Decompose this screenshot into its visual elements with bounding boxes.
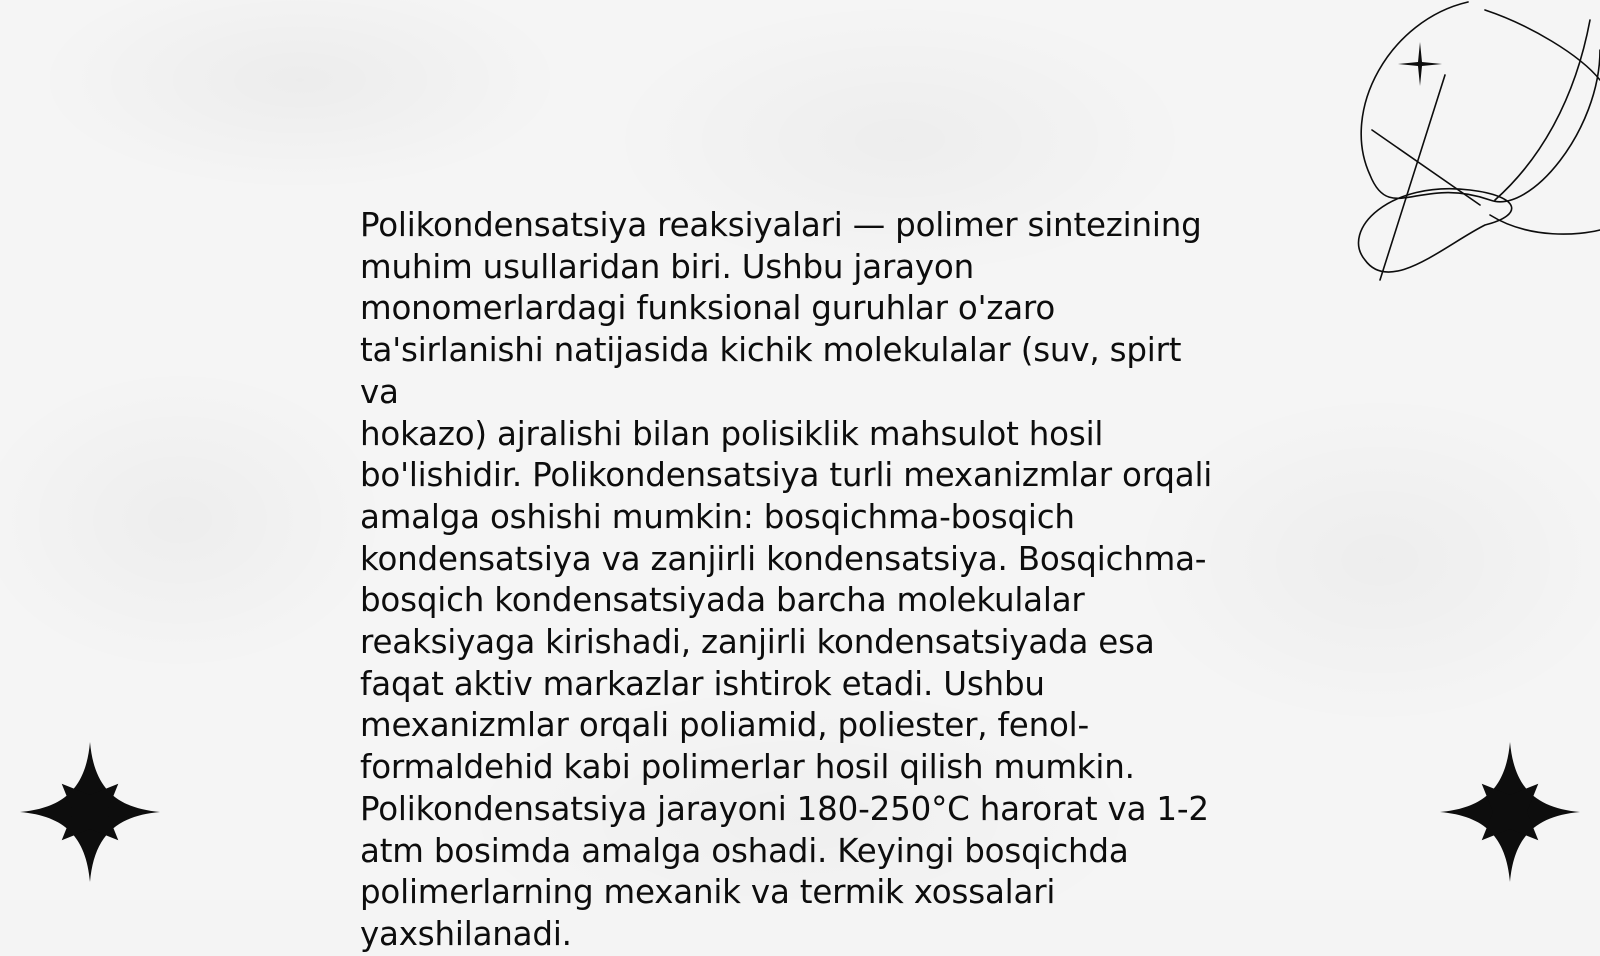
orbit-lines-icon [1350, 0, 1600, 290]
sparkle-icon [1398, 42, 1442, 86]
four-point-star-icon [1440, 742, 1580, 882]
four-point-star-icon [20, 742, 160, 882]
slide-body-text: Polikondensatsiya reaksiyalari — polimer sintezining muhim usullaridan biri. Ushbu jarayon monomerlardagi funksional guruhlar o'zaro ta'sirlanishi natijasida kichik molekulalar (suv, spirt va hokazo) ajralishi bilan polisiklik mahsulot hosil bo'lishidir. Polikondensatsiya turli mexanizmlar orqali amalga oshishi mumkin: bosqichma-bosqich kondensatsiya va zanjirli kondensatsiya. Bosqichma- bosqich kondensatsiyada barcha molekulalar reaksiyaga kirishadi, zanjirli kondensatsiyada esa faqat aktiv markazlar ishtirok etadi. Ushbu mexanizmlar orqali poliamid, poliester, fenol- formaldehid kabi polimerlar hosil qilish mumkin. Polikondensatsiya jarayoni 180-250°C harorat va 1-2 atm bosimda amalga oshadi. Keyingi bosqichda polimerlarning mexanik va termik xossalari yaxshilanadi. [360, 206, 1213, 953]
